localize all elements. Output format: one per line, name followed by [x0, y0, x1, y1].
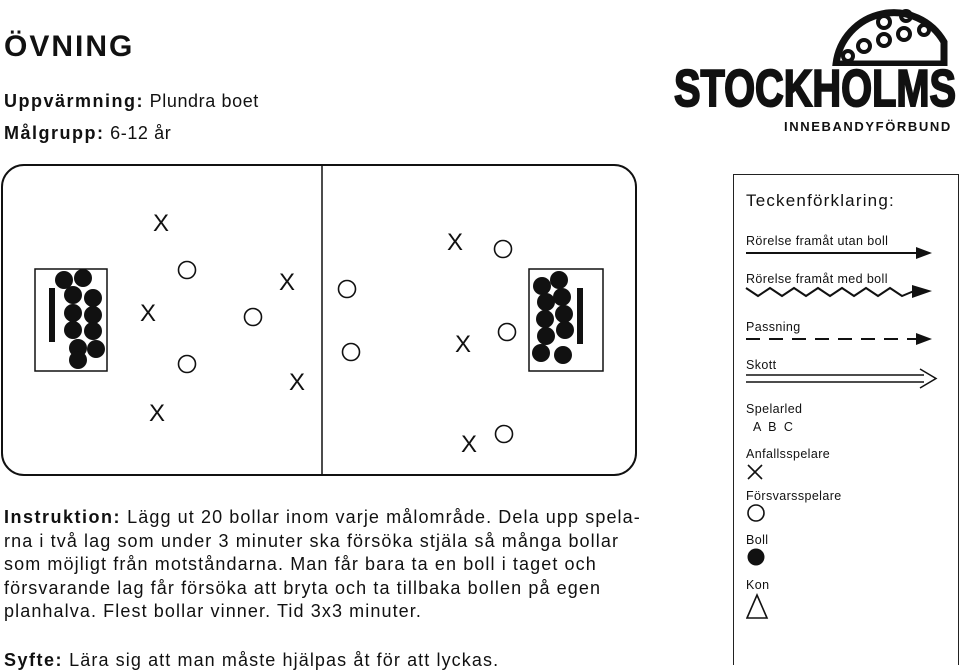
warmup-line	[4, 91, 259, 112]
ball	[87, 340, 105, 358]
attacker-marker: X	[460, 431, 478, 458]
logo-wordmark	[672, 56, 958, 116]
ball	[536, 310, 554, 328]
legend-item-label: Anfallsspelare	[746, 447, 831, 461]
logo-name-text: STOCKHOLMS	[674, 60, 956, 116]
legend-item-label: Passning	[746, 320, 801, 334]
target-group-line	[4, 123, 171, 144]
page-title: ÖVNING	[4, 30, 135, 63]
legend-panel	[733, 174, 959, 665]
legend-item-label: Spelarled	[746, 402, 803, 416]
attacker-marker: X	[278, 269, 296, 296]
attacker-marker: X	[152, 210, 170, 237]
attacker-marker: X	[139, 300, 157, 327]
ball	[64, 321, 82, 339]
defender-marker	[343, 344, 360, 361]
target-group-value: 6-12 år	[110, 123, 172, 143]
legend-item-label: Skott	[746, 358, 777, 372]
defender-marker	[179, 356, 196, 373]
purpose-label: Syfte:	[4, 650, 64, 670]
ball	[69, 351, 87, 369]
legend-item-label: Boll	[746, 533, 769, 547]
ball	[74, 269, 92, 287]
defender-marker	[339, 281, 356, 298]
ball	[84, 306, 102, 324]
warmup-value: Plundra boet	[149, 91, 259, 111]
ball	[84, 289, 102, 307]
defender-marker	[495, 241, 512, 258]
defender-marker	[496, 426, 513, 443]
attacker-marker: X	[288, 369, 306, 396]
ball	[55, 271, 73, 289]
logo-subtitle: INNEBANDYFÖRBUND	[784, 119, 952, 134]
ball	[555, 305, 573, 323]
attacker-marker: X	[454, 331, 472, 358]
ball	[554, 346, 572, 364]
instruction-text: Lägg ut 20 bollar inom varje målområde. Dela upp spela-	[127, 507, 641, 527]
legend-item-label: Rörelse framåt utan boll	[746, 234, 889, 248]
ball	[556, 321, 574, 339]
ball	[537, 327, 555, 345]
instructions-block	[4, 506, 704, 624]
player-row-letters: A B C	[753, 420, 795, 434]
warmup-label: Uppvärmning:	[4, 91, 145, 111]
attacker-marker: X	[446, 229, 464, 256]
instruction-line: som möjligt från motståndarna. Man får bara ta en boll i taget och	[4, 554, 597, 574]
defender-marker	[179, 262, 196, 279]
ball	[533, 277, 551, 295]
purpose-line	[4, 650, 499, 671]
instruction-line: rna i två lag som under 3 minuter ska försöka stjäla så många bollar	[4, 530, 620, 551]
x-mark-icon	[746, 463, 766, 481]
defender-marker	[499, 324, 516, 341]
filled-circle-icon	[746, 548, 768, 568]
ball	[64, 304, 82, 322]
arrow-wavy-icon	[744, 283, 934, 301]
defender-marker	[245, 309, 262, 326]
legend-item-label: Försvarsspelare	[746, 489, 842, 503]
arrow-dashed-icon	[744, 331, 934, 347]
ball	[84, 322, 102, 340]
instruction-line	[4, 506, 704, 530]
ball	[64, 286, 82, 304]
balls-group	[55, 269, 574, 369]
ball	[550, 271, 568, 289]
cone-icon	[746, 593, 770, 621]
instruction-line: försvarande lag får försöka att bryta och ta tillbaka bollen på egen	[4, 577, 602, 598]
goal-left	[49, 288, 55, 342]
legend-item-label: Rörelse framåt med boll	[746, 272, 888, 286]
attackers-group	[140, 210, 477, 458]
instruction-line: planhalva. Flest bollar vinner. Tid 3x3 minuter.	[4, 601, 422, 621]
ball	[553, 288, 571, 306]
circle-outline-icon	[746, 504, 768, 524]
target-group-label: Målgrupp:	[4, 123, 105, 143]
arrow-double-icon	[744, 367, 940, 391]
attacker-marker: X	[148, 400, 166, 427]
ball	[537, 293, 555, 311]
ball	[532, 344, 550, 362]
legend-item-label: Kon	[746, 578, 770, 592]
purpose-value: Lära sig att man måste hjälpas åt för att lyckas.	[69, 650, 500, 670]
instructions-label: Instruktion:	[4, 507, 121, 527]
goal-right	[577, 288, 583, 344]
legend-title: Teckenförklaring:	[746, 191, 895, 210]
field-diagram	[0, 160, 640, 480]
arrow-straight-icon	[744, 245, 934, 261]
